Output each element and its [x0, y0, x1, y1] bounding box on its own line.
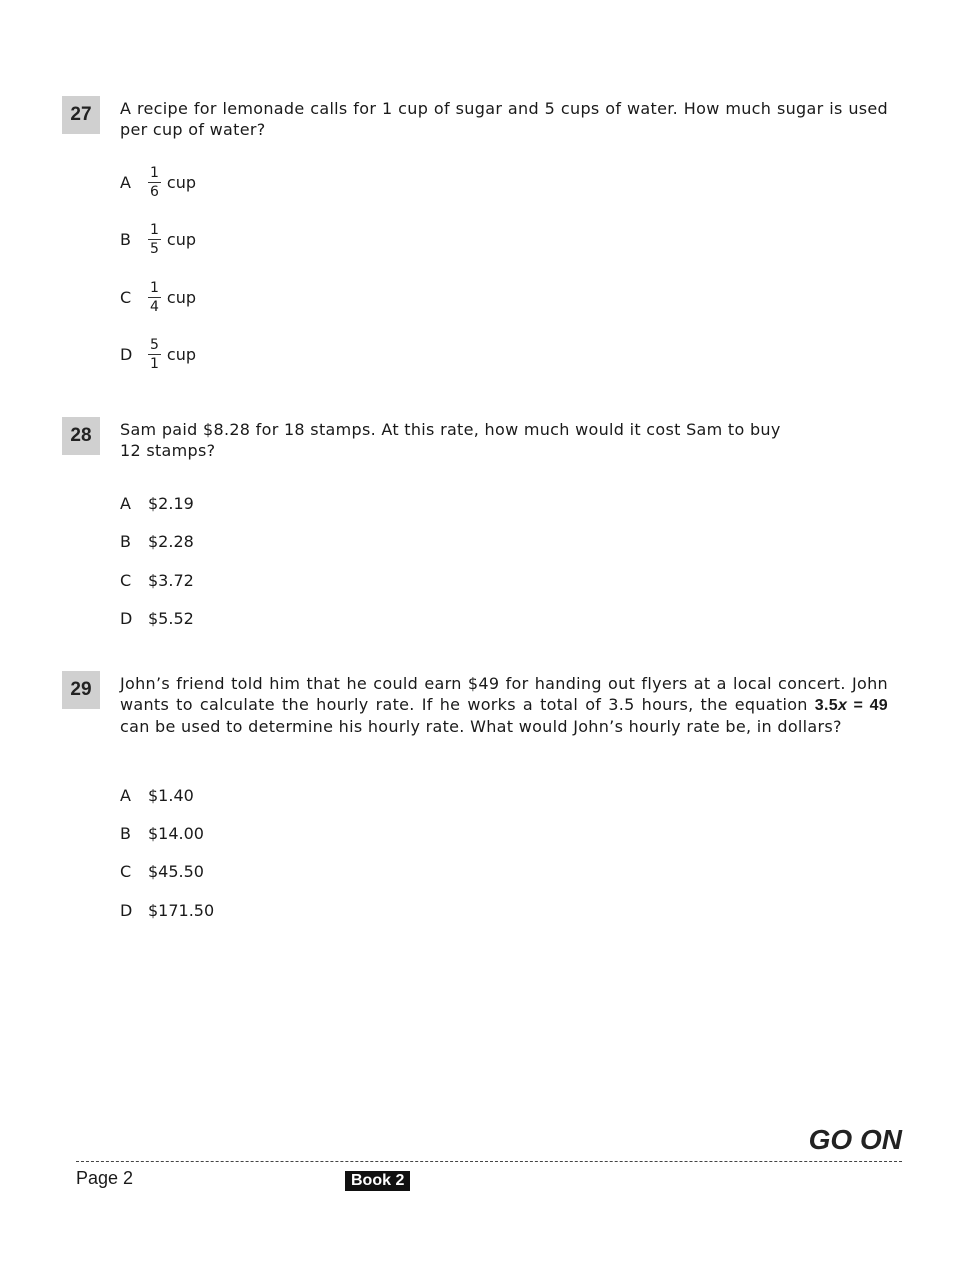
- choice-letter: A: [120, 172, 131, 192]
- choice-d[interactable]: [120, 890, 214, 930]
- choice-a[interactable]: [120, 483, 194, 523]
- choice-d[interactable]: [120, 334, 196, 374]
- book-label: Book 2: [345, 1171, 410, 1191]
- choice-value: $2.19: [148, 493, 194, 513]
- choice-letter: B: [120, 823, 131, 843]
- choice-a[interactable]: [120, 775, 194, 815]
- choice-letter: C: [120, 570, 132, 590]
- choice-b[interactable]: [120, 219, 196, 259]
- choice-c[interactable]: [120, 560, 194, 600]
- fraction: $\frac{1}{5}$: [150, 221, 159, 257]
- choice-value: $171.50: [148, 900, 215, 920]
- choice-d[interactable]: [120, 598, 194, 638]
- question-number: 27: [62, 96, 100, 134]
- question-number: 28: [62, 417, 100, 455]
- choice-letter: D: [120, 608, 133, 628]
- choice-letter: B: [120, 229, 131, 249]
- choice-value: $1.40: [148, 785, 194, 805]
- choice-c[interactable]: [120, 851, 204, 891]
- choice-b[interactable]: [120, 813, 204, 853]
- choice-a[interactable]: [120, 162, 196, 202]
- question-text-line: Sam paid $8.28 for 18 stamps. At this rate, how much would it cost Sam to buy: [120, 420, 781, 439]
- fraction: $\frac{1}{4}$: [150, 279, 159, 315]
- equation: 3.5x = 49: [814, 697, 888, 714]
- go-on-label: GO ON: [808, 1124, 902, 1155]
- unit: cup: [166, 229, 197, 249]
- choice-letter: C: [120, 861, 132, 881]
- choice-letter: A: [120, 785, 131, 805]
- unit: cup: [166, 287, 197, 307]
- question-text: John’s friend told him that he could earn $49 for handing out flyers at a local concert. John wants to calculate the hourly rate. If he works a total of 3.5 hours, the equation 3.5x = 49 can be used to determine his hourly rate. What would John’s hourly rate be, in dollars?: [120, 674, 888, 736]
- page-number: Page 2: [76, 1168, 134, 1188]
- question-text: A recipe for lemonade calls for 1 cup of sugar and 5 cups of water. How much sugar is used per cup of water?: [120, 99, 888, 139]
- unit: cup: [166, 172, 197, 192]
- choice-letter: D: [120, 900, 133, 920]
- choice-b[interactable]: [120, 521, 194, 561]
- choice-value: $14.00: [148, 823, 204, 843]
- choice-letter: D: [120, 344, 133, 364]
- question-text-line: 12 stamps?: [120, 441, 216, 460]
- choice-value: $3.72: [148, 570, 194, 590]
- choice-letter: C: [120, 287, 132, 307]
- footer-divider: [76, 1161, 902, 1162]
- unit: cup: [166, 344, 197, 364]
- choice-letter: A: [120, 493, 131, 513]
- question-number: 29: [62, 671, 100, 709]
- choice-value: $5.52: [148, 608, 194, 628]
- choice-value: $45.50: [148, 861, 204, 881]
- fraction: $\frac{1}{6}$: [150, 164, 159, 200]
- fraction: $\frac{5}{1}$: [150, 336, 159, 372]
- choice-value: $2.28: [148, 531, 194, 551]
- choice-letter: B: [120, 531, 131, 551]
- choice-c[interactable]: [120, 277, 196, 317]
- question-text: [120, 419, 888, 461]
